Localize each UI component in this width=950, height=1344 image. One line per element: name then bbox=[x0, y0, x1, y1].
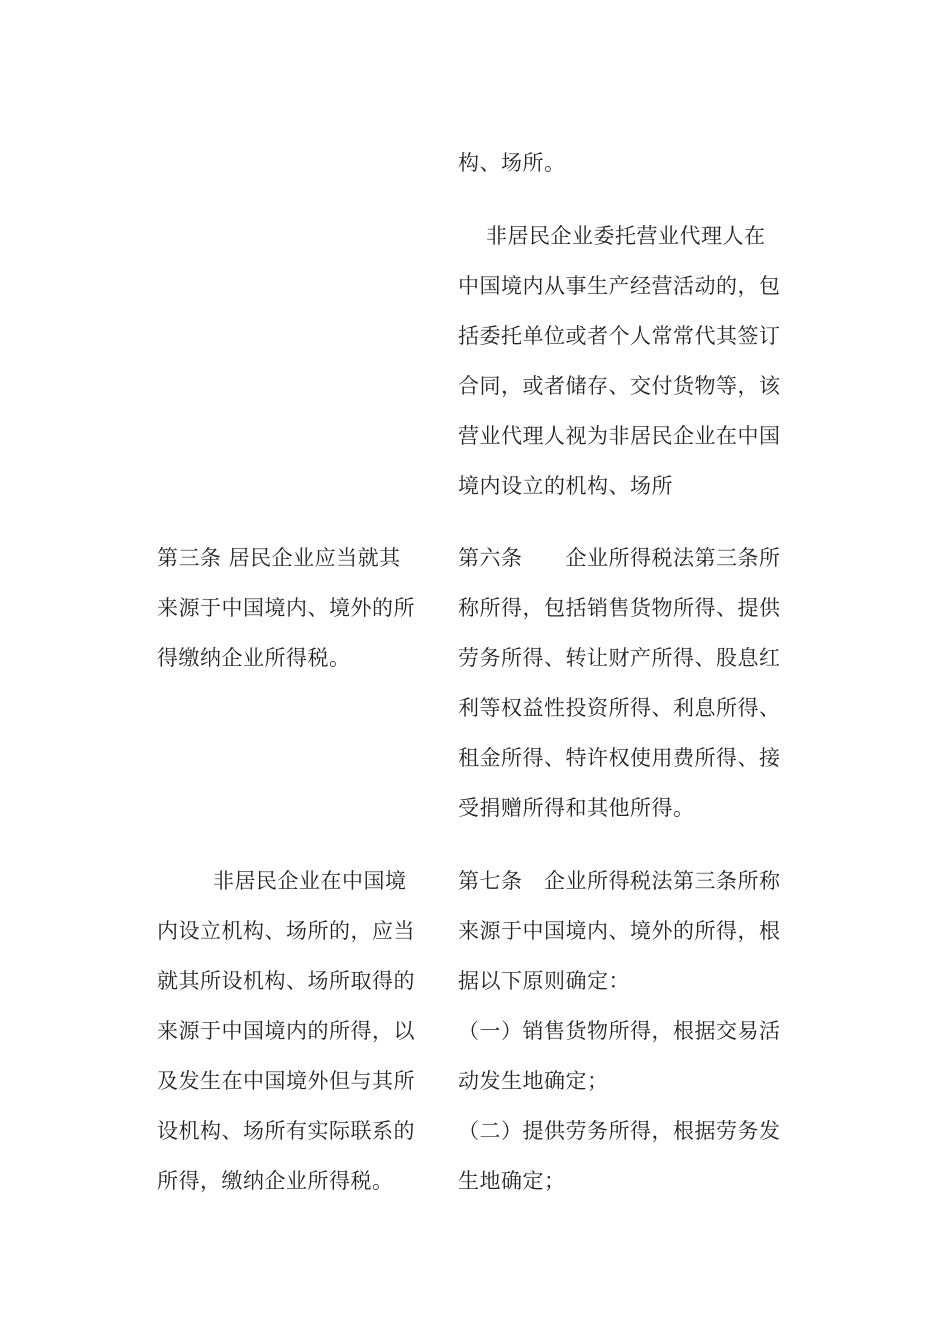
text-line: 第七条 企业所得税法第三条所称 bbox=[458, 869, 781, 893]
right-article-seven bbox=[458, 856, 781, 1206]
text-line: 劳务所得、转让财产所得、股息红 bbox=[458, 646, 781, 670]
text-line: 称所得，包括销售货物所得、提供 bbox=[458, 596, 781, 620]
text-line: 内设立机构、场所的，应当 bbox=[157, 919, 415, 943]
text-line: 据以下原则确定： bbox=[458, 969, 630, 993]
text-line: 来源于中国境内、境外的所得，根 bbox=[458, 919, 781, 943]
text-line: （二）提供劳务所得，根据劳务发 bbox=[458, 1119, 781, 1143]
text-line: 非居民企业委托营业代理人在 bbox=[486, 224, 766, 248]
text-line: 得缴纳企业所得税。 bbox=[157, 646, 351, 670]
text-line: 租金所得、特许权使用费所得、接 bbox=[458, 746, 781, 770]
text-line: 来源于中国境内、境外的所 bbox=[157, 596, 415, 620]
right-paragraph-agent bbox=[458, 211, 781, 511]
text-line: 来源于中国境内的所得，以 bbox=[157, 1019, 415, 1043]
left-paragraph-nonresident bbox=[157, 856, 415, 1206]
text-line: 利等权益性投资所得、利息所得、 bbox=[458, 696, 781, 720]
text-line: 第三条 居民企业应当就其 bbox=[157, 546, 401, 570]
text-line: 营业代理人视为非居民企业在中国 bbox=[458, 424, 781, 448]
text-line: 中国境内从事生产经营活动的，包 bbox=[458, 274, 781, 298]
text-line: 第六条 企业所得税法第三条所 bbox=[458, 546, 781, 570]
text-line: 非居民企业在中国境 bbox=[213, 869, 407, 893]
text-line: 构、场所。 bbox=[458, 151, 566, 175]
text-line: 动发生地确定； bbox=[458, 1069, 609, 1093]
right-text-block-continuation bbox=[458, 138, 566, 188]
text-line: 及发生在中国境外但与其所 bbox=[157, 1069, 415, 1093]
text-line: 生地确定； bbox=[458, 1169, 566, 1193]
left-article-three bbox=[157, 533, 415, 683]
text-line: 设机构、场所有实际联系的 bbox=[157, 1119, 415, 1143]
text-line: 合同，或者储存、交付货物等，该 bbox=[458, 374, 781, 398]
text-line: 受捐赠所得和其他所得。 bbox=[458, 796, 695, 820]
right-article-six bbox=[458, 533, 781, 833]
text-line: 括委托单位或者个人常常代其签订 bbox=[458, 324, 781, 348]
text-line: （一）销售货物所得，根据交易活 bbox=[458, 1019, 781, 1043]
text-line: 境内设立的机构、场所 bbox=[458, 474, 673, 498]
text-line: 就其所设机构、场所取得的 bbox=[157, 969, 415, 993]
text-line: 所得，缴纳企业所得税。 bbox=[157, 1169, 394, 1193]
